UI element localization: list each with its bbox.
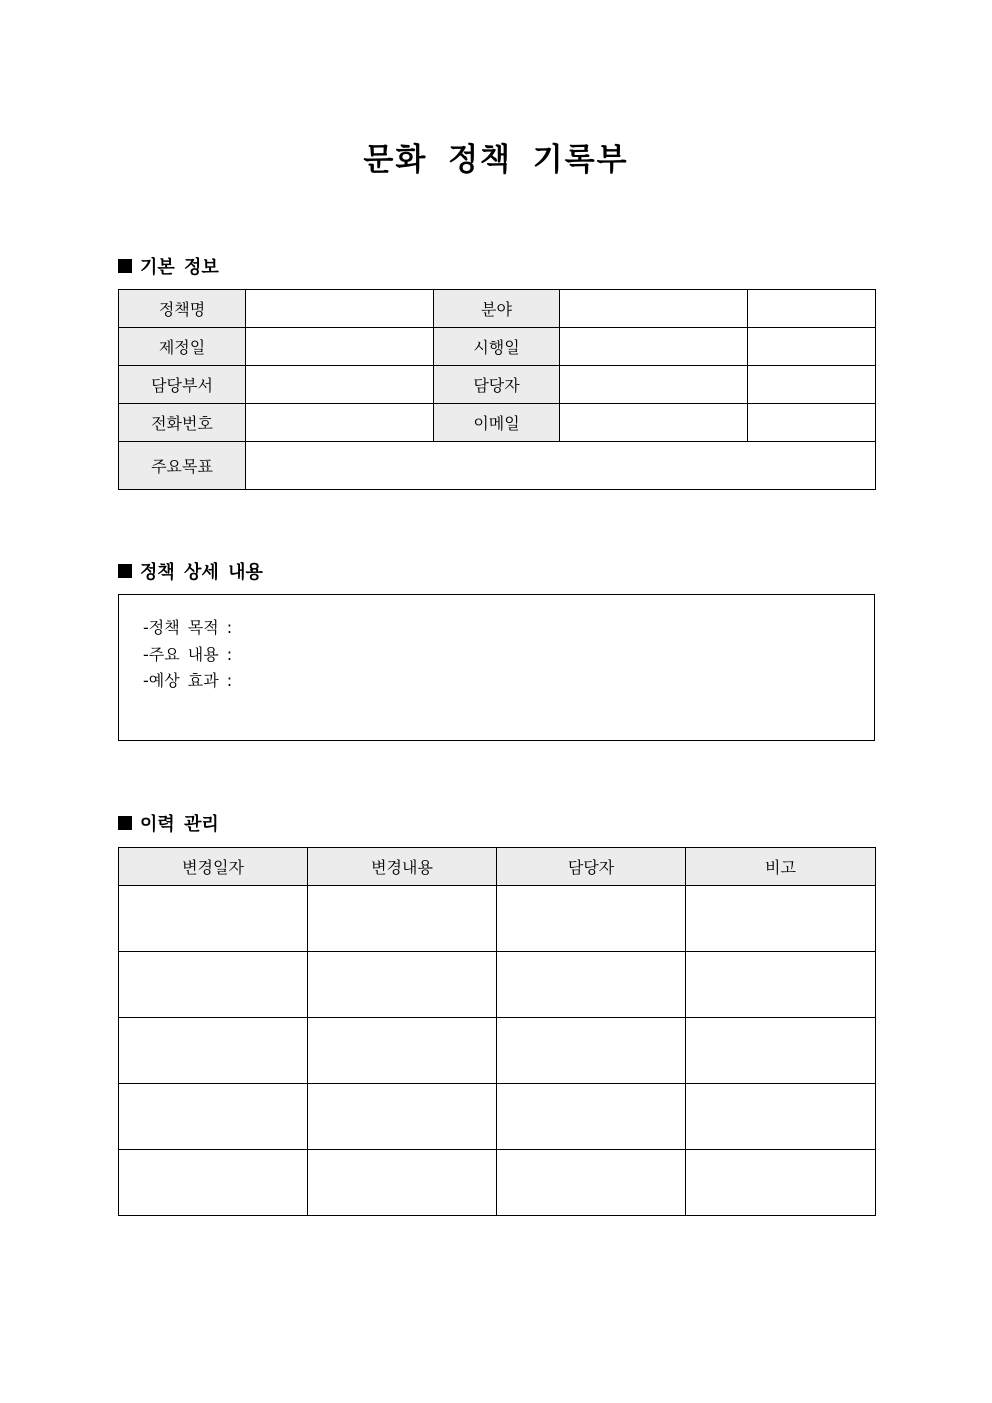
expected-effect-line: -예상 효과 : xyxy=(143,671,233,690)
policy-name-field[interactable] xyxy=(246,290,434,328)
enactment-date-label: 제정일 xyxy=(119,328,246,366)
column-header-remarks: 비고 xyxy=(686,848,876,886)
table-row xyxy=(119,886,876,952)
table-cell[interactable] xyxy=(497,952,686,1018)
extra-cell[interactable] xyxy=(748,366,876,404)
detail-heading xyxy=(118,558,263,584)
basic-info-heading xyxy=(118,253,219,279)
table-cell[interactable] xyxy=(119,1150,308,1216)
detail-lines xyxy=(143,615,232,695)
field-value[interactable] xyxy=(560,290,748,328)
effective-date-label: 시행일 xyxy=(434,328,560,366)
extra-cell[interactable] xyxy=(748,328,876,366)
square-bullet-icon xyxy=(118,816,132,830)
table-cell[interactable] xyxy=(686,1150,876,1216)
phone-label: 전화번호 xyxy=(119,404,246,442)
history-header-row xyxy=(119,848,876,886)
table-cell[interactable] xyxy=(119,952,308,1018)
square-bullet-icon xyxy=(118,564,132,578)
table-cell[interactable] xyxy=(686,886,876,952)
phone-field[interactable] xyxy=(246,404,434,442)
table-cell[interactable] xyxy=(308,1150,497,1216)
policy-name-label: 정책명 xyxy=(119,290,246,328)
department-field[interactable] xyxy=(246,366,434,404)
table-cell[interactable] xyxy=(308,1084,497,1150)
table-cell[interactable] xyxy=(686,952,876,1018)
column-header-manager: 담당자 xyxy=(497,848,686,886)
table-cell[interactable] xyxy=(497,1084,686,1150)
basic-info-row xyxy=(119,366,876,404)
extra-cell[interactable] xyxy=(748,290,876,328)
table-cell[interactable] xyxy=(119,1084,308,1150)
main-content-line: -주요 내용 : xyxy=(143,644,233,664)
extra-cell[interactable] xyxy=(748,404,876,442)
column-header-change-content: 변경내용 xyxy=(308,848,497,886)
basic-info-row xyxy=(119,404,876,442)
column-header-change-date: 변경일자 xyxy=(119,848,308,886)
manager-label: 담당자 xyxy=(434,366,560,404)
table-cell[interactable] xyxy=(119,886,308,952)
enactment-date-field[interactable] xyxy=(246,328,434,366)
history-heading xyxy=(118,810,219,836)
email-label: 이메일 xyxy=(434,404,560,442)
main-goal-label: 주요목표 xyxy=(119,442,246,490)
basic-info-table xyxy=(118,289,876,490)
manager-field[interactable] xyxy=(560,366,748,404)
detail-box[interactable] xyxy=(118,594,875,741)
table-row xyxy=(119,1150,876,1216)
department-label: 담당부서 xyxy=(119,366,246,404)
document-title: 문화 정책 기록부 xyxy=(363,142,629,178)
table-cell[interactable] xyxy=(686,1018,876,1084)
table-cell[interactable] xyxy=(119,1018,308,1084)
table-cell[interactable] xyxy=(308,1018,497,1084)
basic-info-row xyxy=(119,290,876,328)
field-label: 분야 xyxy=(434,290,560,328)
basic-info-row xyxy=(119,442,876,490)
history-heading-label: 이력 관리 xyxy=(140,814,219,835)
table-cell[interactable] xyxy=(497,1150,686,1216)
basic-info-row xyxy=(119,328,876,366)
table-row xyxy=(119,1018,876,1084)
effective-date-field[interactable] xyxy=(560,328,748,366)
table-cell[interactable] xyxy=(686,1084,876,1150)
square-bullet-icon xyxy=(118,259,132,273)
table-row xyxy=(119,952,876,1018)
table-cell[interactable] xyxy=(308,952,497,1018)
table-cell[interactable] xyxy=(308,886,497,952)
email-field[interactable] xyxy=(560,404,748,442)
table-cell[interactable] xyxy=(497,1018,686,1084)
detail-heading-label: 정책 상세 내용 xyxy=(140,562,263,583)
history-table xyxy=(118,847,876,1216)
policy-purpose-line: -정책 목적 : xyxy=(143,618,233,637)
main-goal-field[interactable] xyxy=(246,442,876,490)
table-cell[interactable] xyxy=(497,886,686,952)
table-row xyxy=(119,1084,876,1150)
basic-info-heading-label: 기본 정보 xyxy=(140,257,219,278)
